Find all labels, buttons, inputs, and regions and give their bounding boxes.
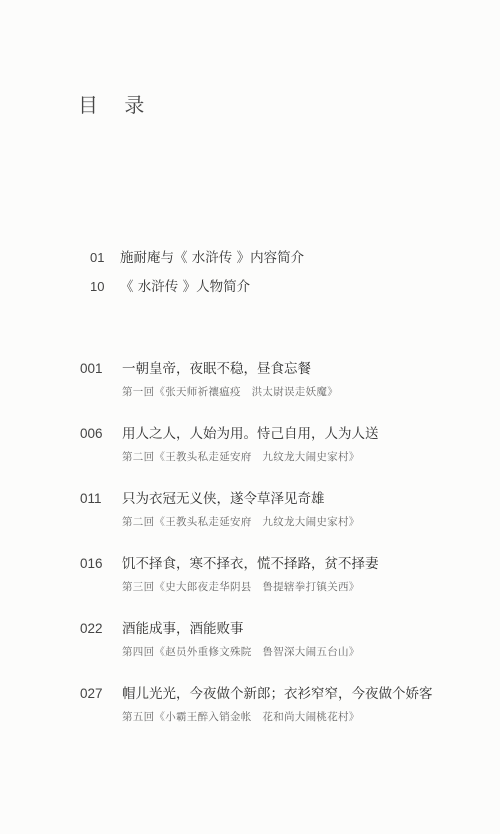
chapter-source: 第二回《王教头私走延安府 九纹龙大闹史家村》 <box>122 516 360 528</box>
chapter-page-number: 001 <box>80 361 103 376</box>
page-title: 目 录 <box>78 93 155 118</box>
intro-title: 《 水浒传 》人物简介 <box>120 279 251 295</box>
chapter-source: 第五回《小霸王醉入销金帐 花和尚大闹桃花村》 <box>122 711 360 723</box>
intro-title: 施耐庵与《 水浒传 》内容简介 <box>120 250 305 266</box>
intro-section <box>90 246 304 304</box>
chapter-entry[interactable] <box>80 422 460 487</box>
chapter-source: 第三回《史大郎夜走华阴县 鲁提辖拳打镇关西》 <box>122 581 360 593</box>
chapter-list <box>80 357 460 747</box>
chapter-title: 一朝皇帝，夜眠不稳，昼食忘餐 <box>122 361 311 377</box>
chapter-entry[interactable] <box>80 552 460 617</box>
chapter-source: 第二回《王教头私走延安府 九纹龙大闹史家村》 <box>122 451 360 463</box>
chapter-entry[interactable] <box>80 617 460 682</box>
chapter-source: 第四回《赵员外重修文殊院 鲁智深大闹五台山》 <box>122 646 360 658</box>
chapter-title: 酒能成事，酒能败事 <box>122 621 244 637</box>
chapter-page-number: 016 <box>80 556 103 571</box>
intro-page-number: 10 <box>90 279 105 294</box>
chapter-page-number: 006 <box>80 426 103 441</box>
chapter-page-number: 027 <box>80 686 103 701</box>
intro-page-number: 01 <box>90 250 105 265</box>
chapter-page-number: 022 <box>80 621 103 636</box>
chapter-page-number: 011 <box>80 491 102 506</box>
chapter-entry[interactable] <box>80 487 460 552</box>
intro-item[interactable] <box>90 275 304 304</box>
intro-item[interactable] <box>90 246 304 275</box>
chapter-title: 帽儿光光，今夜做个新郎；衣衫窄窄，今夜做个娇客 <box>122 686 433 702</box>
chapter-title: 用人之人，人始为用。恃己自用，人为人送 <box>122 426 379 442</box>
chapter-source: 第一回《张天师祈禳瘟疫 洪太尉误走妖魔》 <box>122 386 338 398</box>
chapter-entry[interactable] <box>80 357 460 422</box>
chapter-title: 只为衣冠无义侠，遂令草泽见奇雄 <box>122 491 325 507</box>
chapter-entry[interactable] <box>80 682 460 747</box>
chapter-title: 饥不择食，寒不择衣，慌不择路，贫不择妻 <box>122 556 379 572</box>
